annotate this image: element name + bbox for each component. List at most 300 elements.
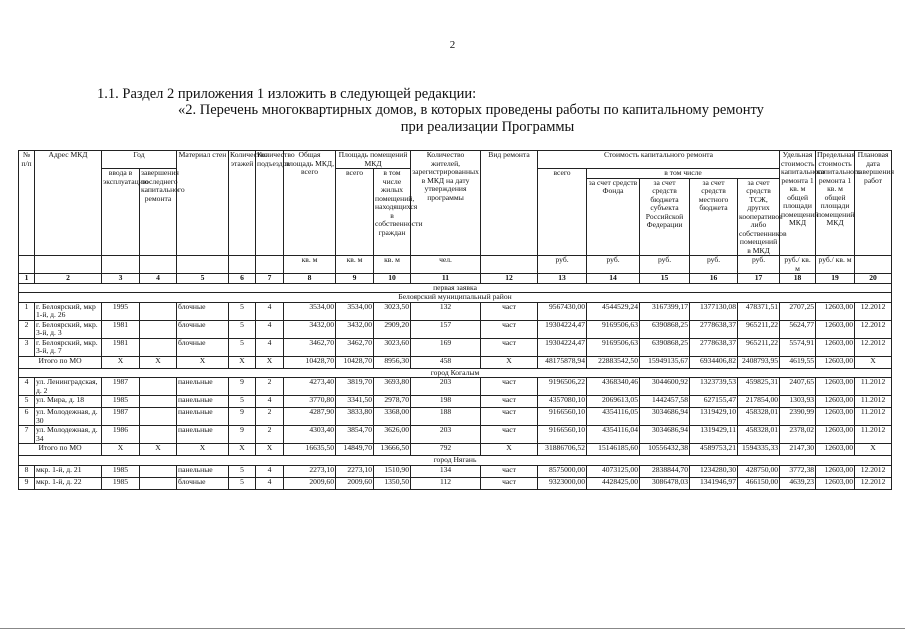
total-cell: 15146185,60 [587,444,640,456]
table-cell: част [481,320,538,338]
header-premises-total: всего [336,169,374,256]
total-cell: X [481,444,538,456]
table-cell [140,465,177,477]
header-premises-area: Площадь помещений МКД [336,151,411,169]
column-number-cell: 7 [256,274,284,284]
table-cell: 1350,50 [374,477,411,489]
table-cell: 9567430,00 [538,302,587,320]
table-row [19,477,892,489]
table-cell: 2778638,37 [690,338,738,356]
total-cell: X [102,356,140,368]
total-cell: 15949135,67 [640,356,690,368]
table-cell: ул. Ленинградская, д. 2 [35,378,102,396]
table-cell: 12603,00 [816,426,855,444]
units-cell [35,256,102,274]
capital-repair-table [18,150,892,490]
column-number-cell: 11 [411,274,481,284]
table-cell: 965211,22 [738,320,780,338]
column-number-cell: 1 [19,274,35,284]
column-number-cell: 5 [177,274,229,284]
table-cell: 4 [19,378,35,396]
table-cell: 478371,51 [738,302,780,320]
table-cell: 3462,70 [336,338,374,356]
column-number-cell: 9 [336,274,374,284]
header-unit-cost: Удельная стоимость капитального ремонта 1 кв. м общей площади помещений МКД [780,151,816,256]
units-cell: руб. [587,256,640,274]
table-row [19,426,892,444]
table-cell: 458328,01 [738,426,780,444]
table-cell: 12603,00 [816,320,855,338]
table-cell: 12.2012 [855,320,892,338]
total-cell: 792 [411,444,481,456]
units-cell: кв. м [284,256,336,274]
table-cell: 2069613,05 [587,396,640,408]
table-cell: 3854,70 [336,426,374,444]
table-cell: 2707,25 [780,302,816,320]
group-name: город Когалым [19,368,892,378]
table-cell: 3023,50 [374,302,411,320]
table-cell: 6390868,25 [640,338,690,356]
total-cell: X [177,356,229,368]
total-cell: 10556432,38 [640,444,690,456]
table-cell [140,477,177,489]
table-cell: 3833,80 [336,408,374,426]
column-number-cell: 12 [481,274,538,284]
units-cell: руб./ кв. м [816,256,855,274]
table-cell: 11.2012 [855,408,892,426]
table-cell: 134 [411,465,481,477]
table-cell: панельные [177,426,229,444]
total-label: Итого по МО [19,356,102,368]
table-cell: част [481,465,538,477]
total-cell: 2408793,95 [738,356,780,368]
table-cell [140,302,177,320]
table-cell: 1987 [102,408,140,426]
header-cost-owners: за счет средств ТСЖ, других кооперативов либо собственников помещений в МКД [739,177,787,255]
table-cell: 4 [256,320,284,338]
table-cell: 12.2012 [855,338,892,356]
table-cell: 4073125,00 [587,465,640,477]
table-cell: 203 [411,378,481,396]
table-cell: част [481,302,538,320]
column-number-cell: 16 [690,274,738,284]
table-cell: 627155,47 [690,396,738,408]
total-cell: 16635,50 [284,444,336,456]
total-cell: 31886706,52 [538,444,587,456]
total-cell: X [855,356,892,368]
total-cell: 4589753,21 [690,444,738,456]
header-max-cost: Предельная стоимость капитального ремонта 1 кв. м общей площади помещений МКД [816,151,855,256]
table-cell [140,408,177,426]
section-heading: 1.1. Раздел 2 приложения 1 изложить в следующей редакции: [97,86,477,102]
table-cell: панельные [177,396,229,408]
document-title-text-1: «2. Перечень многоквартирных домов, в которых проведены работы по капитальному ремонту [178,102,764,118]
table-cell: 4354116,05 [587,408,640,426]
table-cell: блочные [177,338,229,356]
table-cell: 1981 [102,320,140,338]
header-cost-local: за счет средств местного бюджета [690,178,738,256]
table-cell: част [481,378,538,396]
table-cell: 1985 [102,477,140,489]
table-cell: 12603,00 [816,477,855,489]
table-cell: 5 [229,465,256,477]
table-cell: 4 [256,338,284,356]
units-cell: руб. [738,256,780,274]
table-cell: 1 [19,302,35,320]
table-row [19,338,892,356]
table-cell: 2 [256,378,284,396]
column-number-cell: 19 [816,274,855,284]
total-cell: X [481,356,538,368]
table-cell: 203 [411,426,481,444]
header-cost-total: всего [538,169,587,256]
table-cell: 6 [19,408,35,426]
table-cell: г. Белоярский, мкр. 3-й, д. 7 [35,338,102,356]
table-cell: 12603,00 [816,302,855,320]
total-cell: 12603,00 [816,356,855,368]
table-cell: панельные [177,465,229,477]
total-cell: X [256,356,284,368]
total-row [19,444,892,456]
table-cell: 12603,00 [816,378,855,396]
table-cell: 1442457,58 [640,396,690,408]
table-cell: 2909,20 [374,320,411,338]
table-cell: 188 [411,408,481,426]
table-cell: 4428425,00 [587,477,640,489]
table-cell: 3086478,03 [640,477,690,489]
table-cell: мкр. 1-й, д. 22 [35,477,102,489]
header-year: Год [102,151,177,169]
table-row [19,378,892,396]
header-cost: Стоимость капитального ремонта [538,151,780,169]
table-cell: 9166560,10 [538,408,587,426]
table-cell: 12.2012 [855,302,892,320]
table-cell: 9 [229,378,256,396]
table-cell: 3167399,17 [640,302,690,320]
table-cell: 11.2012 [855,426,892,444]
table-row [19,465,892,477]
column-number-cell: 14 [587,274,640,284]
table-cell: 2778638,37 [690,320,738,338]
table-cell: 4 [256,302,284,320]
table-cell: 4287,90 [284,408,336,426]
table-cell: 3044600,92 [640,378,690,396]
table-cell: 132 [411,302,481,320]
total-cell: X [229,444,256,456]
header-year-commission: ввода в эксплуатацию [102,169,140,256]
total-cell: 48175878,94 [538,356,587,368]
table-cell: 459825,31 [738,378,780,396]
table-cell: 5 [229,338,256,356]
total-cell: 8956,30 [374,356,411,368]
table-cell: 6390868,25 [640,320,690,338]
table-cell: г. Белоярский, мкр 1-й, д. 26 [35,302,102,320]
table-row [19,302,892,320]
table-cell: 4368340,46 [587,378,640,396]
table-cell: 3772,38 [780,465,816,477]
table-cell: 19304224,47 [538,320,587,338]
column-number-cell: 3 [102,274,140,284]
units-row [19,256,892,274]
units-cell: кв. м [374,256,411,274]
table-cell: част [481,426,538,444]
table-cell: 9323000,00 [538,477,587,489]
table-cell: 1995 [102,302,140,320]
table-cell: 12603,00 [816,396,855,408]
column-number-cell: 4 [140,274,177,284]
table-cell [140,396,177,408]
table-cell: панельные [177,408,229,426]
table-cell: 4544529,24 [587,302,640,320]
table-cell: 4 [256,477,284,489]
table-cell: 11.2012 [855,378,892,396]
column-number-cell: 15 [640,274,690,284]
table-cell: 1319429,10 [690,408,738,426]
table-cell: 965211,22 [738,338,780,356]
table-cell: 11.2012 [855,396,892,408]
header-premises-residents: в том числе жилых помещений, находящихся в собственности граждан [374,169,411,256]
table-cell: 2009,60 [284,477,336,489]
column-number-row [19,274,892,284]
total-cell: 10428,70 [284,356,336,368]
column-number-cell: 20 [855,274,892,284]
total-cell: X [140,356,177,368]
table-cell: 5 [229,320,256,338]
header-planned-date: Плановая дата завершения работ [855,151,892,256]
total-cell: X [855,444,892,456]
units-cell: руб. [690,256,738,274]
total-cell: 22883542,50 [587,356,640,368]
header-num: № п/п [19,151,35,256]
table-cell: 198 [411,396,481,408]
header-cost-fund: за счет средств Фонда [587,178,640,256]
table-cell: част [481,338,538,356]
table-cell [140,426,177,444]
total-cell: X [229,356,256,368]
table-cell: 12.2012 [855,477,892,489]
units-cell: руб. [640,256,690,274]
table-cell: 1319429,11 [690,426,738,444]
units-cell: кв. м [336,256,374,274]
table-cell: част [481,477,538,489]
table-cell: 9 [229,408,256,426]
total-cell: 13666,50 [374,444,411,456]
units-cell [229,256,256,274]
table-cell: 4639,23 [780,477,816,489]
table-cell: 428750,00 [738,465,780,477]
table-cell: 12603,00 [816,465,855,477]
table-cell: 2009,60 [336,477,374,489]
units-cell [19,256,35,274]
table-cell: 3034686,94 [640,408,690,426]
table-cell: 2378,02 [780,426,816,444]
column-number-cell: 18 [780,274,816,284]
total-cell: X [102,444,140,456]
table-cell: 9169506,63 [587,320,640,338]
table-cell: 157 [411,320,481,338]
table-cell: блочные [177,477,229,489]
table-row [19,396,892,408]
table-cell: блочные [177,320,229,338]
table-cell: 3432,00 [336,320,374,338]
table-cell: 3034686,94 [640,426,690,444]
table-cell: 3819,70 [336,378,374,396]
total-cell: 458 [411,356,481,368]
table-cell: 169 [411,338,481,356]
table-cell: 3534,00 [284,302,336,320]
table-cell [140,378,177,396]
table-cell: 5 [19,396,35,408]
table-cell: 1303,93 [780,396,816,408]
group-row [19,293,892,303]
table-cell: ул. Молодежная, д. 34 [35,426,102,444]
table-cell: 2 [19,320,35,338]
total-cell: 14849,70 [336,444,374,456]
table-cell: г. Белоярский, мкр. 3-й, д. 3 [35,320,102,338]
table-cell: 3462,70 [284,338,336,356]
header-year-last-repair: завершения последнего капитального ремонта [140,169,177,256]
header-residents: Количество жителей, зарегистрированных в МКД на дату утверждения программы [411,151,481,256]
total-label: Итого по МО [19,444,102,456]
header-repair-type: Вид ремонта [481,151,538,256]
table-cell: 3534,00 [336,302,374,320]
table-cell: 12603,00 [816,408,855,426]
table-cell: 2978,70 [374,396,411,408]
table-cell: 3 [19,338,35,356]
table-cell: 4354116,04 [587,426,640,444]
table-cell: 2838844,70 [640,465,690,477]
table-cell: 1377130,08 [690,302,738,320]
table-cell: 1986 [102,426,140,444]
units-cell: руб./ кв. м [780,256,816,274]
table-cell: 8575000,00 [538,465,587,477]
page-number: 2 [449,39,456,51]
table-cell [140,320,177,338]
table-cell: 9166560,10 [538,426,587,444]
table-cell: 1234280,30 [690,465,738,477]
table-cell: 2390,99 [780,408,816,426]
total-cell: 6934406,82 [690,356,738,368]
total-cell: X [256,444,284,456]
table-cell: 3023,60 [374,338,411,356]
units-cell [177,256,229,274]
table-cell: 9 [229,426,256,444]
table-cell: 217854,00 [738,396,780,408]
units-cell: чел. [411,256,481,274]
table-cell: 3770,80 [284,396,336,408]
units-cell [102,256,140,274]
page-bottom-edge [0,628,905,629]
table-body [19,274,892,490]
table-cell: 2 [256,408,284,426]
header-material: Материал стен [177,151,229,256]
table-cell: 12.2012 [855,465,892,477]
header-cost-incl: в том числе [587,169,780,179]
table-cell: 3432,00 [284,320,336,338]
column-number-cell: 13 [538,274,587,284]
table-cell: 4 [256,396,284,408]
total-row [19,356,892,368]
table-cell: 3341,50 [336,396,374,408]
table-cell: 1981 [102,338,140,356]
table-cell: 9 [19,477,35,489]
table-cell: 112 [411,477,481,489]
table-cell: 2407,65 [780,378,816,396]
table-cell [140,338,177,356]
units-cell: руб. [538,256,587,274]
table-cell: 9196506,22 [538,378,587,396]
group-name: город Нягань [19,456,892,466]
table-cell: 4303,40 [284,426,336,444]
table-cell: мкр. 1-й, д. 21 [35,465,102,477]
table-cell: 19304224,47 [538,338,587,356]
table-cell: 2273,10 [284,465,336,477]
table-cell: 9169506,63 [587,338,640,356]
table-cell: блочные [177,302,229,320]
table-cell: 4273,40 [284,378,336,396]
units-cell [855,256,892,274]
table-cell: ул. Молодежная, д. 30 [35,408,102,426]
table-cell: 458328,01 [738,408,780,426]
total-cell: 4619,55 [780,356,816,368]
total-cell: X [140,444,177,456]
total-cell: X [177,444,229,456]
table-cell: 1510,90 [374,465,411,477]
table-cell: част [481,408,538,426]
table-header [19,151,892,274]
column-number-cell: 2 [35,274,102,284]
table-cell: 2 [256,426,284,444]
table-cell: 5 [229,302,256,320]
table-cell: 5 [229,477,256,489]
table-cell: 4 [256,465,284,477]
total-cell: 12603,00 [816,444,855,456]
table-cell: 3626,00 [374,426,411,444]
table-cell: 5 [229,396,256,408]
group-row [19,456,892,466]
table-cell: 3368,00 [374,408,411,426]
table-cell: 7 [19,426,35,444]
stage-label: первая заявка [19,283,892,293]
table-cell: ул. Мира, д. 18 [35,396,102,408]
column-number-cell: 8 [284,274,336,284]
table-row [19,320,892,338]
units-cell [140,256,177,274]
table-cell: 12603,00 [816,338,855,356]
table-cell: 1341946,97 [690,477,738,489]
table-cell: 1985 [102,396,140,408]
table-cell: част [481,396,538,408]
table-cell: 5574,91 [780,338,816,356]
group-name: Белоярский муниципальный район [19,293,892,303]
total-cell: 1594335,33 [738,444,780,456]
column-number-cell: 17 [738,274,780,284]
table-cell: 4357080,10 [538,396,587,408]
table-cell: 2273,10 [336,465,374,477]
table-cell: 1985 [102,465,140,477]
header-floors: Количество этажей [229,151,256,256]
table-cell: 466150,00 [738,477,780,489]
document-title-line-2: при реализации Программы [400,119,575,135]
header-address: Адрес МКД [35,151,102,256]
table-cell: 8 [19,465,35,477]
total-cell: 10428,70 [336,356,374,368]
units-cell [256,256,284,274]
units-cell [481,256,538,274]
column-number-cell: 10 [374,274,411,284]
column-number-cell: 6 [229,274,256,284]
table-cell: панельные [177,378,229,396]
